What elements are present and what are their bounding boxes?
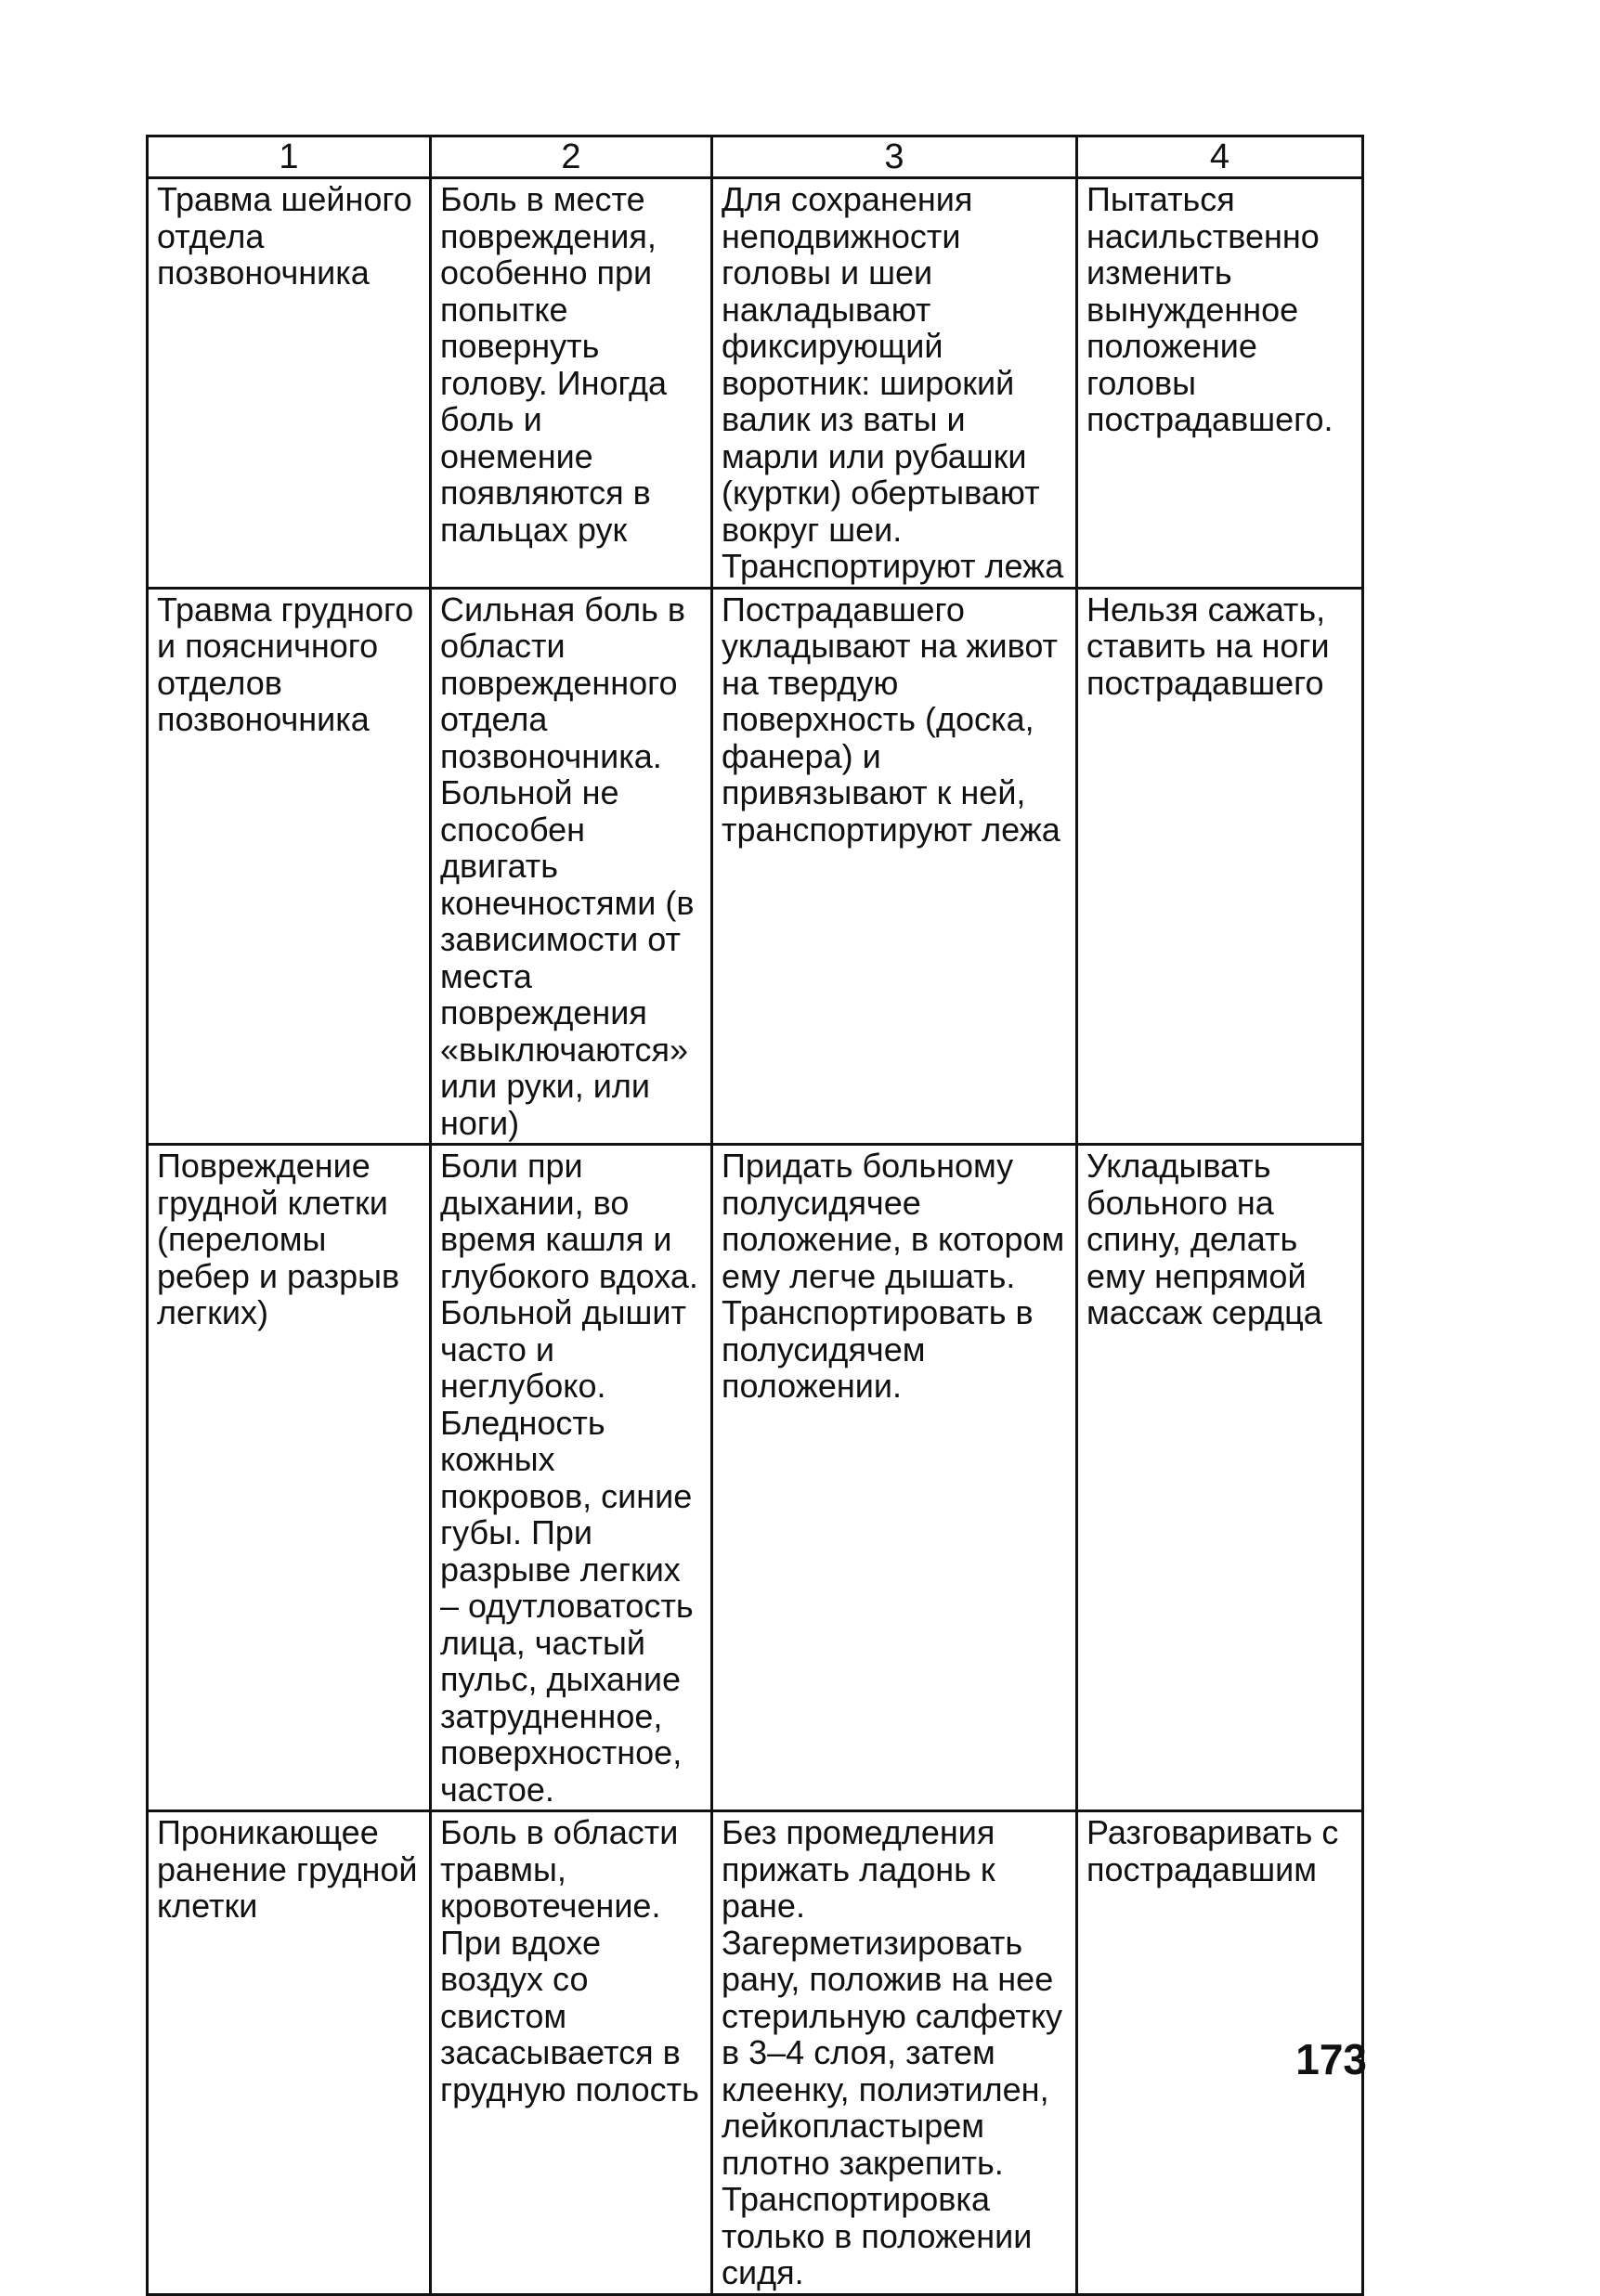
forbidden-text: Укладывать больного на спину, делать ему непрямой массаж сердца: [1086, 1147, 1322, 1331]
injury-text: Травма шейного отдела позвоночника: [157, 180, 412, 292]
aid-cell: [712, 588, 1077, 1145]
injury-cell: [148, 1145, 431, 1811]
first-aid-table: [146, 135, 1364, 2296]
injury-cell: [148, 1811, 431, 2295]
column-header-4: 4: [1077, 136, 1363, 178]
column-header-2: 2: [431, 136, 712, 178]
injury-cell: [148, 588, 431, 1145]
aid-cell: [712, 1811, 1077, 2295]
aid-text: Без промедления прижать ладонь к ране. Загерметизировать рану, положив на нее стерильную салфетку в 3–4 слоя, затем клеенку, полиэтилен, лейкопластырем плотно закрепить. Транспортировка только в положении сидя.: [722, 1813, 1062, 2291]
forbidden-text: Разговаривать с пострадавшим: [1086, 1813, 1339, 1888]
signs-cell: [431, 1811, 712, 2295]
aid-text: Придать больному полусидячее положение, в котором ему легче дышать. Транспортировать в полусидячем положении.: [722, 1147, 1065, 1405]
signs-text: Сильная боль в области поврежденного отдела позвоночника. Больной не способен двигать конечностями (в зависимости от места повреждения «выключаются» или руки, или ноги): [440, 590, 695, 1142]
table-row: [148, 178, 1363, 589]
signs-cell: [431, 1145, 712, 1811]
forbidden-text: Нельзя сажать, ставить на ноги пострадавшего: [1086, 590, 1330, 702]
signs-text: Боль в области травмы, кровотечение. При вдохе воздух со свистом засасывается в грудную полость: [440, 1813, 699, 2108]
forbidden-cell: [1077, 1145, 1363, 1811]
column-header-1: 1: [148, 136, 431, 178]
injury-cell: [148, 178, 431, 589]
signs-text: Боли при дыхании, во время кашля и глубокого вдоха. Больной дышит часто и неглубоко. Бледность кожных покровов, синие губы. При разрыве легких – одутловатость лица, частый пульс, дыхание затрудненное, поверхностное, частое.: [440, 1147, 698, 1809]
table-row: [148, 1145, 1363, 1811]
table-header-row: [148, 136, 1363, 178]
injury-text: Повреждение грудной клетки (переломы ребер и разрыв легких): [157, 1147, 400, 1331]
table-row: [148, 588, 1363, 1145]
forbidden-cell: [1077, 178, 1363, 589]
injury-text: Травма грудного и поясничного отделов позвоночника: [157, 590, 414, 738]
injury-text: Проникающее ранение грудной клетки: [157, 1813, 418, 1925]
page-number: 173: [1295, 2035, 1367, 2083]
column-header-3: 3: [712, 136, 1077, 178]
signs-cell: [431, 178, 712, 589]
forbidden-cell: [1077, 588, 1363, 1145]
signs-cell: [431, 588, 712, 1145]
aid-text: Для сохранения неподвижности головы и шеи накладывают фиксирующий воротник: широкий валик из ваты и марли или рубашки (куртки) обертывают вокруг шеи. Транспортируют лежа: [722, 180, 1064, 585]
signs-text: Боль в месте повреждения, особенно при попытке повернуть голову. Иногда боль и онемение появляются в пальцах рук: [440, 180, 668, 549]
aid-cell: [712, 178, 1077, 589]
table-row: [148, 1811, 1363, 2295]
forbidden-text: Пытаться насильственно изменить вынужденное положение головы пострадавшего.: [1086, 180, 1333, 438]
aid-cell: [712, 1145, 1077, 1811]
aid-text: Пострадавшего укладывают на живот на твердую поверхность (доска, фанера) и привязывают к ней, транспортируют лежа: [722, 590, 1060, 849]
